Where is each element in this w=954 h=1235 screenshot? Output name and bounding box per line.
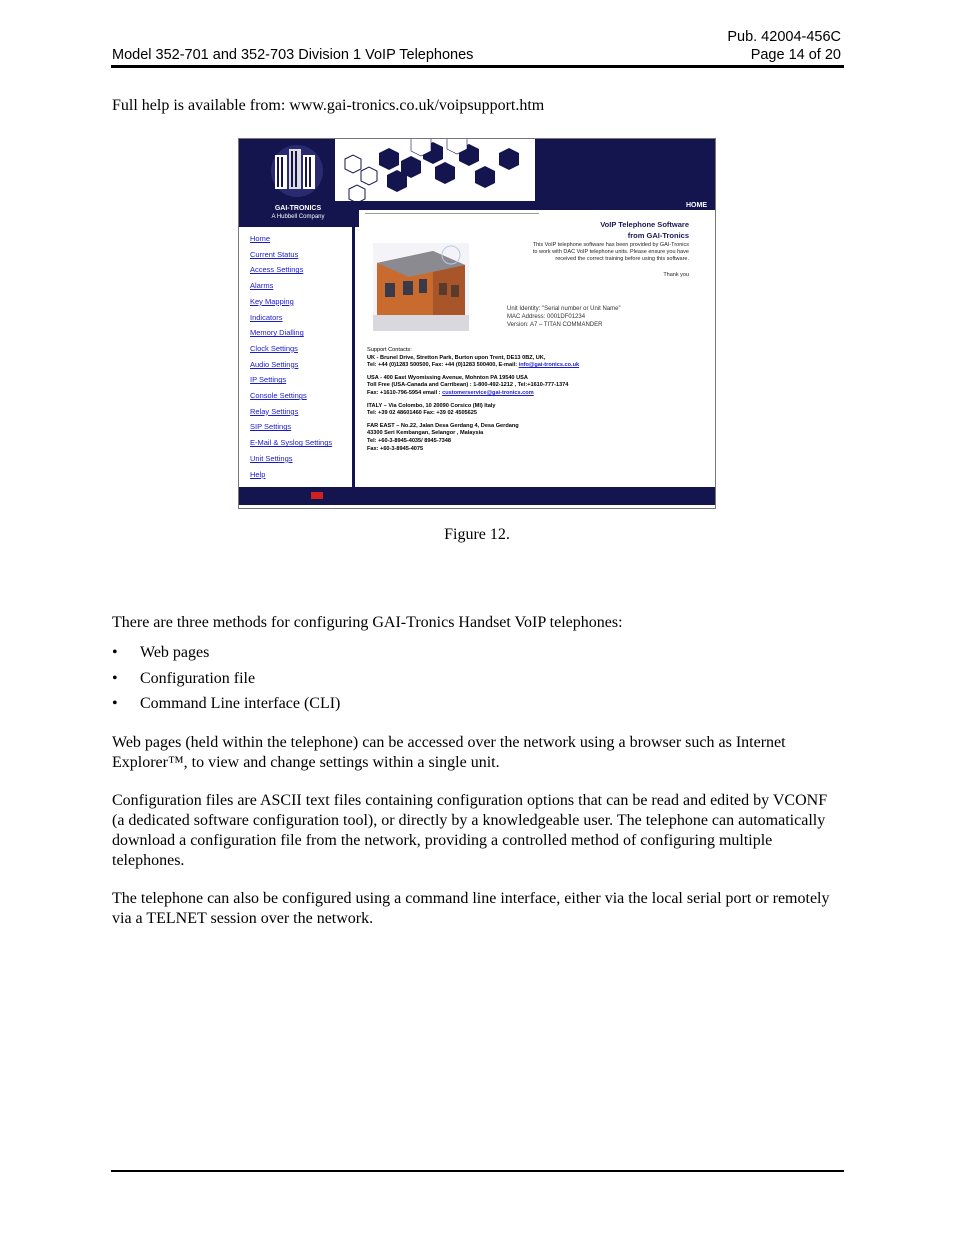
- content-body: This VoIP telephone software has been provided by GAI-Tronics to work with DAC VoIP telephone units. Please ensure you have received the correct training before using this software. Thank you: [532, 242, 689, 278]
- logo-text: GAI-TRONICS A Hubbell Company: [271, 205, 325, 220]
- page-number: Page 14 of 20: [750, 47, 841, 63]
- paragraph-web-pages: Web pages (held within the telephone) can be accessed over the network using a browser such as Internet Explorer™, to view and change settings within a single unit.: [112, 734, 786, 771]
- footer-red-mark: [311, 492, 323, 499]
- nav-item-console-settings[interactable]: Console Settings: [250, 391, 307, 401]
- nav-item-sip-settings[interactable]: SIP Settings: [250, 422, 292, 432]
- footer-rule: [111, 1170, 844, 1172]
- cubes-graphic-icon: [335, 139, 545, 201]
- nav-item-access-settings[interactable]: Access Settings: [250, 265, 304, 275]
- figure-screenshot: [238, 138, 716, 509]
- header-rule: [111, 65, 844, 68]
- nav-item-clock-settings[interactable]: Clock Settings: [250, 343, 298, 353]
- pub-number: Pub. 42004-456C: [727, 29, 841, 45]
- usa-email-link[interactable]: customerservice@gai-tronics.com: [442, 389, 534, 396]
- building-image-icon: [373, 243, 469, 331]
- methods-intro: There are three methods for configuring GAI-Tronics Handset VoIP telephones:: [112, 614, 623, 631]
- methods-list: [112, 643, 340, 720]
- nav-item-unit-settings[interactable]: Unit Settings: [250, 453, 293, 463]
- content-rule: [365, 213, 539, 214]
- list-item: • Web pages: [112, 644, 210, 661]
- unit-info: Unit Identity: "Serial number or Unit Name" MAC Address: 0001DF01234 Version: A7 – TITAN COMMANDER: [507, 306, 621, 328]
- support-contacts: Support Contacts: UK - Brunel Drive, Stretton Park, Burton upon Trent, DE13 0BZ, UK, Tel: +44 (0)1283 500500, Fax: +44 (0)1283 500400, E-mail: info@gai-tronics.co.uk USA - 400 East Wyomissing Avenue, Mohnton PA 19540 USA Toll Free (USA-Canada and Carribean) : 1-800-492-1212 , Tel:+1610-777-1374 Fax: +1610-796-5954 email : customerservice@gai-tronics.com ITALY – Via Colombo, 10 20090 Corsico (MI) Italy Tel: +39 02 48601460 Fax: +39 02 4505625 FAR EAST – No.22, Jalan Desa Gerdang 4, Desa Gerdang 43300 Seri Kembangan, Selangor , Malaysia Tel: +60-3-8945-4035/ 8945-7348 Fax: +60-3-8945-4075: [367, 347, 580, 452]
- nav-item-ip-settings[interactable]: IP Settings: [250, 375, 287, 385]
- home-link[interactable]: HOME: [686, 202, 707, 209]
- nav-item-relay-settings[interactable]: Relay Settings: [250, 406, 299, 416]
- paragraph-config-files: Configuration files are ASCII text files containing configuration options that can be read and edited by VCONF (a dedicated software configuration tool), or directly by a knowledgeable user. The telephone can automatically download a configuration file from the network, providing a controlled method of configuring multiple telephones.: [112, 792, 828, 869]
- nav-menu: [250, 231, 350, 482]
- nav-item-indicators[interactable]: Indicators: [250, 312, 283, 322]
- nav-item-email-syslog-settings[interactable]: E-Mail & Syslog Settings: [250, 438, 333, 448]
- nav-item-audio-settings[interactable]: Audio Settings: [250, 359, 299, 369]
- figure-caption: Figure 12.: [444, 526, 510, 543]
- nav-item-memory-dialling[interactable]: Memory Dialling: [250, 328, 304, 338]
- nav-item-alarms[interactable]: Alarms: [250, 281, 274, 291]
- nav-divider: [352, 227, 355, 487]
- nav-item-help[interactable]: Help: [250, 469, 266, 479]
- home-bar: [359, 201, 715, 210]
- intro-text: Full help is available from: www.gai-tronics.co.uk/voipsupport.htm: [112, 97, 545, 114]
- header-right: [727, 28, 841, 64]
- nav-item-home[interactable]: Home: [250, 234, 271, 243]
- content-title: VoIP Telephone Software from GAI-Tronics: [600, 220, 689, 240]
- footer-bar: [239, 487, 715, 505]
- nav-item-key-mapping[interactable]: Key Mapping: [250, 296, 294, 306]
- uk-email-link[interactable]: info@gai-tronics.co.uk: [518, 362, 580, 369]
- paragraph-cli: The telephone can also be configured using a command line interface, either via the local serial port or remotely via a TELNET session over the network.: [112, 890, 830, 927]
- nav-item-current-status[interactable]: Current Status: [250, 249, 299, 259]
- list-item: • Command Line interface (CLI): [112, 695, 341, 712]
- document-title: Model 352-701 and 352-703 Division 1 VoIP Telephones: [112, 47, 474, 63]
- list-item: • Configuration file: [112, 669, 256, 687]
